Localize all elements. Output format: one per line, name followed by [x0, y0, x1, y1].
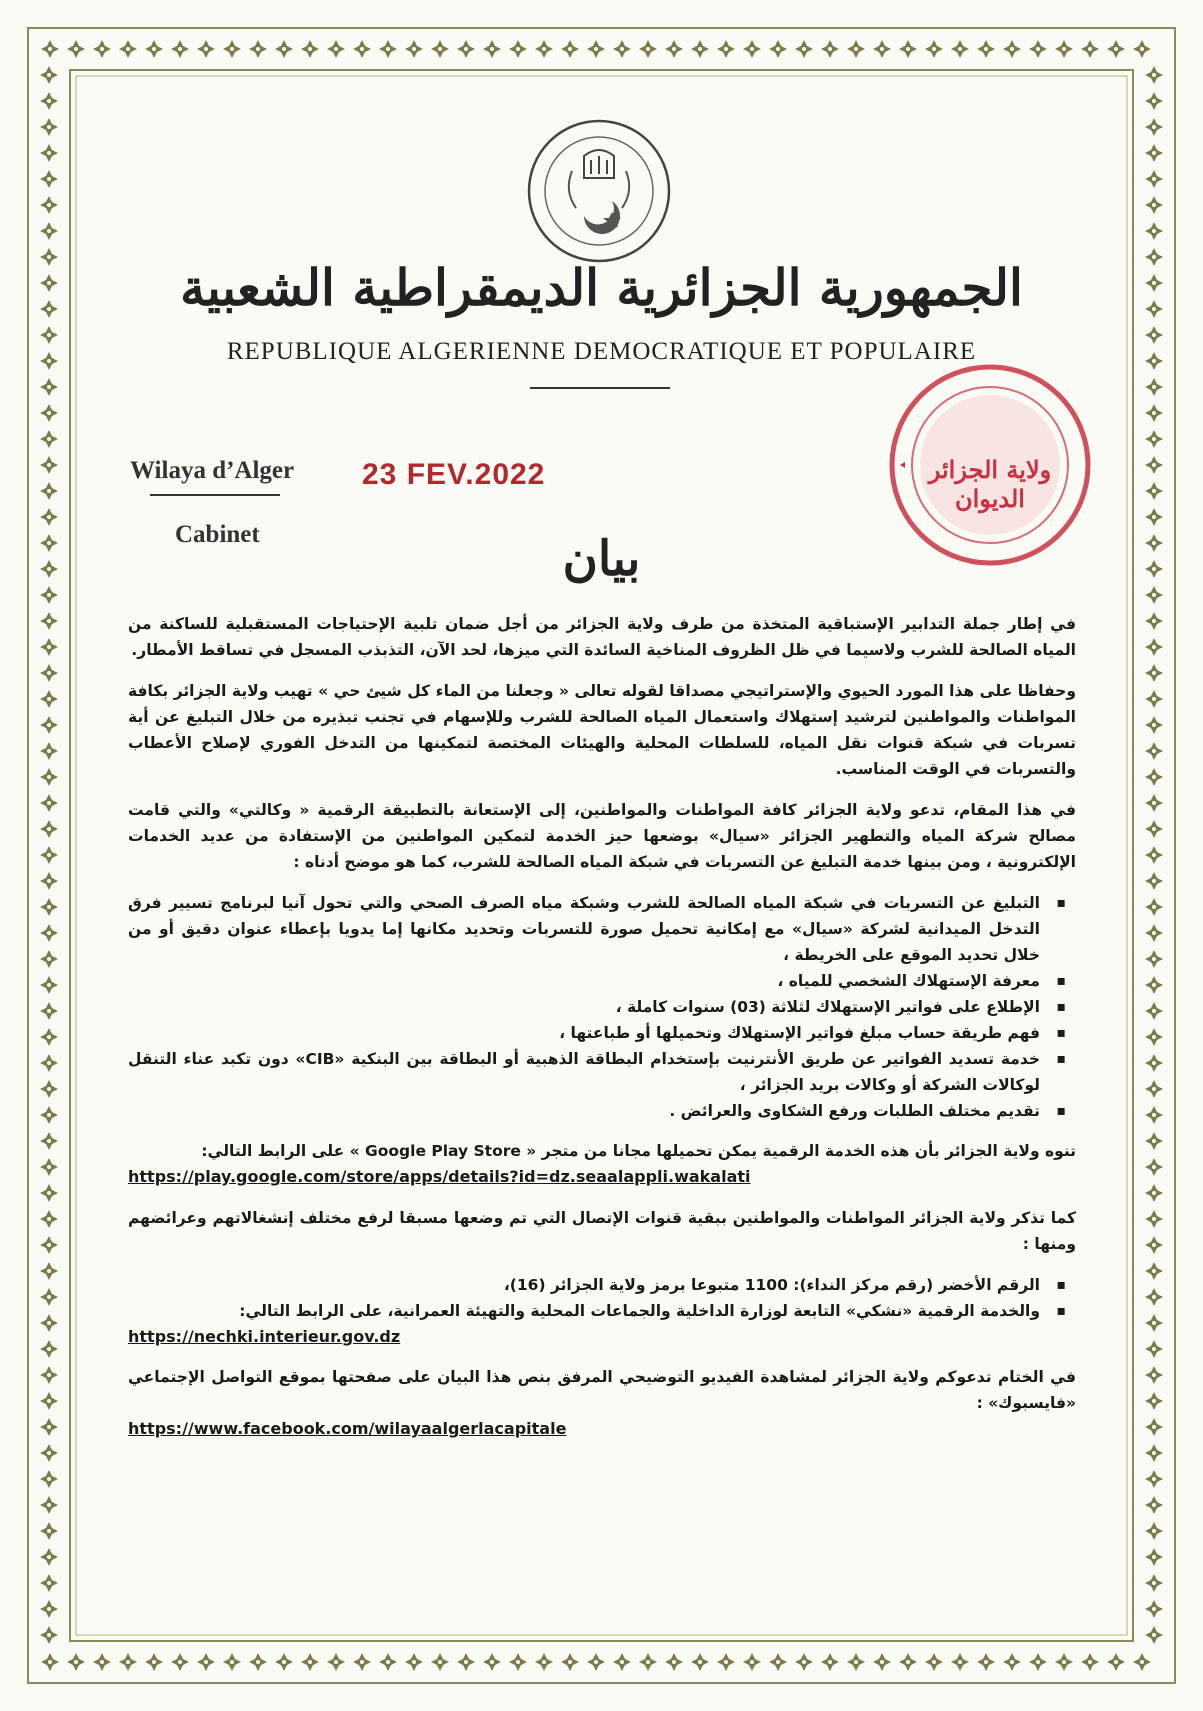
- frame-ornament: [1145, 1210, 1163, 1228]
- frame-ornament: [40, 1366, 58, 1384]
- frame-ornament: [1145, 1028, 1163, 1046]
- algeria-national-emblem-icon: [524, 116, 674, 266]
- frame-ornament: [40, 196, 58, 214]
- frame-ornament: [535, 1653, 553, 1671]
- frame-ornament: [40, 664, 58, 682]
- frame-ornament: [1145, 1444, 1163, 1462]
- closing-text: في الختام تدعوكم ولاية الجزائر لمشاهدة الفيديو التوضيحي المرفق بنص هذا البيان على صفحتها بموقع التواصل الإجتماعي «فايسبوك» :: [128, 1368, 1076, 1412]
- frame-ornament: [405, 40, 423, 58]
- frame-ornament: [40, 1054, 58, 1072]
- frame-ornament: [1145, 144, 1163, 162]
- frame-ornament: [40, 1392, 58, 1410]
- frame-ornament: [457, 40, 475, 58]
- frame-ornament: [457, 1653, 475, 1671]
- frame-ornament: [1145, 742, 1163, 760]
- frame-ornament: [40, 222, 58, 240]
- frame-ornament: [40, 742, 58, 760]
- frame-ornament: [925, 1653, 943, 1671]
- frame-ornament: [1145, 118, 1163, 136]
- frame-ornament: [925, 40, 943, 58]
- frame-ornament: [1145, 690, 1163, 708]
- frame-ornament: [40, 1236, 58, 1254]
- list-item: [128, 1298, 1040, 1350]
- frame-ornament: [223, 1653, 241, 1671]
- frame-ornament: [1145, 534, 1163, 552]
- frame-ornament: [1145, 1314, 1163, 1332]
- frame-ornament: [483, 40, 501, 58]
- frame-ornament: [40, 1470, 58, 1488]
- frame-ornament: [40, 924, 58, 942]
- frame-ornament: [40, 1548, 58, 1566]
- frame-ornament: [40, 794, 58, 812]
- frame-ornament: [717, 1653, 735, 1671]
- frame-ornament: [145, 1653, 163, 1671]
- frame-ornament: [145, 40, 163, 58]
- frame-ornament: [249, 1653, 267, 1671]
- frame-ornament: [1145, 1574, 1163, 1592]
- frame-ornament: [40, 1106, 58, 1124]
- frame-ornament: [40, 170, 58, 188]
- paragraph-download: [128, 1138, 1076, 1190]
- frame-ornament: [1145, 248, 1163, 266]
- document-date: 23 FEV.2022: [362, 458, 546, 491]
- frame-ornament: [40, 1626, 58, 1644]
- frame-ornament: [1145, 924, 1163, 942]
- frame-ornament: [40, 482, 58, 500]
- frame-ornament: [691, 1653, 709, 1671]
- frame-ornament: [1145, 1600, 1163, 1618]
- paragraph-water-conservation: وحفاظا على هذا المورد الحيوي والإستراتيجي مصداقا لقوله تعالى « وجعلنا من الماء كل شيئ حي » تهيب ولاية الجزائر بكافة المواطنات والمواطنين لترشيد إستهلاك واستعمال المياه الصالحة للشرب وللإسهام في تجنب تبذيره من خلال التبليغ عن أية تسربات في شبكة قنوات نقل المياه، للسلطات المحلية والهيئات المختصة لتمكينها من التدخل الفوري لإصلاح الأعطاب والتسربات في الوقت المناسب.: [128, 682, 1076, 778]
- frame-ornament: [847, 40, 865, 58]
- frame-ornament: [1145, 1080, 1163, 1098]
- frame-ornament: [197, 40, 215, 58]
- frame-ornament: [1145, 846, 1163, 864]
- frame-ornament: [40, 820, 58, 838]
- frame-ornament: [67, 1653, 85, 1671]
- frame-ornament: [1107, 40, 1125, 58]
- frame-ornament: [40, 1444, 58, 1462]
- wilaya-name: Wilaya d’Alger: [130, 457, 295, 484]
- wilaya-underline: [150, 494, 280, 496]
- frame-ornament: [40, 1080, 58, 1098]
- frame-ornament: [509, 1653, 527, 1671]
- frame-ornament: [1145, 1288, 1163, 1306]
- frame-ornament: [821, 1653, 839, 1671]
- frame-ornament: [41, 1653, 59, 1671]
- frame-ornament: [275, 40, 293, 58]
- statement-body: [128, 611, 1076, 1457]
- frame-ornament: [1145, 794, 1163, 812]
- frame-ornament: [40, 1262, 58, 1280]
- frame-ornament: [93, 40, 111, 58]
- frame-ornament: [639, 40, 657, 58]
- frame-ornament: [769, 40, 787, 58]
- frame-ornament: [1145, 586, 1163, 604]
- frame-ornament: [1145, 950, 1163, 968]
- nechki-text: والخدمة الرقمية «نشكي» التابعة لوزارة الداخلية والجماعات المحلية والتهيئة العمرانية، على الرابط التالي:: [239, 1302, 1040, 1320]
- frame-ornament: [1145, 1002, 1163, 1020]
- frame-ornament: [1145, 1184, 1163, 1202]
- title-divider: [530, 387, 670, 389]
- frame-ornament: [40, 118, 58, 136]
- frame-ornament: [951, 40, 969, 58]
- frame-ornament: [1145, 1262, 1163, 1280]
- frame-ornament: [1145, 1054, 1163, 1072]
- frame-ornament: [1145, 274, 1163, 292]
- frame-ornament: [40, 872, 58, 890]
- frame-ornament: [301, 40, 319, 58]
- frame-ornament: [40, 300, 58, 318]
- frame-ornament: [40, 1522, 58, 1540]
- frame-ornament: [717, 40, 735, 58]
- frame-ornament: [353, 40, 371, 58]
- cabinet-label: Cabinet: [175, 521, 260, 548]
- frame-ornament: [1003, 40, 1021, 58]
- frame-ornament: [40, 638, 58, 656]
- frame-ornament: [1145, 638, 1163, 656]
- play-store-link[interactable]: https://play.google.com/store/apps/details?id=dz.seaalappli.wakalati: [128, 1167, 751, 1186]
- frame-ornament: [40, 1288, 58, 1306]
- frame-ornament: [769, 1653, 787, 1671]
- app-services-list: [128, 890, 1076, 1124]
- frame-ornament: [873, 1653, 891, 1671]
- frame-ornament: [40, 768, 58, 786]
- frame-ornament: [1145, 1236, 1163, 1254]
- frame-ornament: [40, 1574, 58, 1592]
- frame-ornament: [1145, 1106, 1163, 1124]
- frame-ornament: [1145, 1158, 1163, 1176]
- frame-ornament: [1145, 612, 1163, 630]
- frame-ornament: [249, 40, 267, 58]
- frame-ornament: [379, 40, 397, 58]
- frame-ornament: [1133, 40, 1151, 58]
- frame-ornament: [275, 1653, 293, 1671]
- frame-ornament: [1029, 40, 1047, 58]
- statement-heading: بيان: [562, 531, 641, 587]
- frame-ornament: [40, 1132, 58, 1150]
- frame-ornament: [1145, 1548, 1163, 1566]
- frame-ornament: [1145, 872, 1163, 890]
- frame-ornament: [40, 1184, 58, 1202]
- frame-ornament: [40, 144, 58, 162]
- frame-ornament: [899, 1653, 917, 1671]
- frame-ornament: [1145, 1496, 1163, 1514]
- frame-ornament: [40, 1158, 58, 1176]
- paragraph-closing: [128, 1364, 1076, 1442]
- frame-ornament: [1081, 1653, 1099, 1671]
- frame-ornament: [40, 1028, 58, 1046]
- frame-ornament: [40, 1314, 58, 1332]
- frame-ornament: [119, 1653, 137, 1671]
- frame-ornament: [821, 40, 839, 58]
- frame-ornament: [1145, 430, 1163, 448]
- frame-ornament: [1003, 1653, 1021, 1671]
- stamp-text: ولاية الجزائر الديوان: [928, 455, 1052, 513]
- frame-ornament: [1133, 1653, 1151, 1671]
- frame-ornament: [405, 1653, 423, 1671]
- frame-ornament: [40, 586, 58, 604]
- frame-ornament: [223, 40, 241, 58]
- frame-ornament: [40, 716, 58, 734]
- frame-ornament: [40, 1496, 58, 1514]
- frame-ornament: [40, 508, 58, 526]
- frame-ornament: [1145, 976, 1163, 994]
- frame-ornament: [1145, 664, 1163, 682]
- contact-channels-list: [128, 1272, 1076, 1350]
- frame-ornament: [847, 1653, 865, 1671]
- frame-ornament: [1145, 300, 1163, 318]
- frame-ornament: [327, 1653, 345, 1671]
- frame-ornament: [1145, 768, 1163, 786]
- frame-ornament: [795, 1653, 813, 1671]
- frame-ornament: [1055, 1653, 1073, 1671]
- list-item: ▪ معرفة الإستهلاك الشخصي للمياه ،: [128, 968, 1040, 994]
- frame-ornament: [1145, 1626, 1163, 1644]
- frame-ornament: [40, 612, 58, 630]
- frame-ornament: [40, 456, 58, 474]
- list-item: ▪ التبليغ عن التسربات في شبكة المياه الصالحة للشرب وشبكة مياه الصرف الصحي والتي تحول آنيا لبرنامج تسيير فرق التدخل الميدانية لشركة «سيال» مع إمكانية تحميل صورة للتسربات وتحديد مكانها إما يدويا بإعطاء عنوان دقيق أو من خلال تحديد الموقع على الخريطة ،: [128, 890, 1040, 968]
- frame-ornament: [40, 950, 58, 968]
- frame-ornament: [1145, 196, 1163, 214]
- frame-ornament: [1145, 222, 1163, 240]
- list-item: ▪ فهم طريقة حساب مبلغ فواتير الإستهلاك وتحميلها أو طباعتها ،: [128, 1020, 1040, 1046]
- nechki-link[interactable]: https://nechki.interieur.gov.dz: [128, 1327, 401, 1346]
- frame-ornament: [1145, 378, 1163, 396]
- frame-ornament: [1107, 1653, 1125, 1671]
- frame-ornament: [171, 1653, 189, 1671]
- frame-ornament: [1145, 1418, 1163, 1436]
- frame-ornament: [1145, 716, 1163, 734]
- frame-ornament: [587, 40, 605, 58]
- frame-ornament: [40, 898, 58, 916]
- frame-ornament: [40, 430, 58, 448]
- frame-ornament: [977, 40, 995, 58]
- frame-ornament: [40, 1340, 58, 1358]
- frame-ornament: [1145, 1470, 1163, 1488]
- frame-ornament: [301, 1653, 319, 1671]
- frame-ornament: [639, 1653, 657, 1671]
- frame-ornament: [977, 1653, 995, 1671]
- facebook-link[interactable]: https://www.facebook.com/wilayaalgerlacapitale: [128, 1419, 567, 1438]
- frame-ornament: [40, 1210, 58, 1228]
- list-item: ▪ تقديم مختلف الطلبات ورفع الشكاوى والعرائض .: [128, 1098, 1040, 1124]
- frame-ornament: [1145, 66, 1163, 84]
- frame-ornament: [41, 40, 59, 58]
- frame-ornament: [1145, 352, 1163, 370]
- frame-ornament: [40, 560, 58, 578]
- frame-ornament: [40, 1600, 58, 1618]
- list-item: ▪ الإطلاع على فواتير الإستهلاك لثلاثة (03) سنوات كاملة ،: [128, 994, 1040, 1020]
- frame-ornament: [613, 40, 631, 58]
- frame-ornament: [1145, 1392, 1163, 1410]
- frame-ornament: [613, 1653, 631, 1671]
- arabic-country-title: الجمهورية الجزائرية الديمقراطية الشعبية: [180, 258, 1023, 317]
- frame-ornament: [691, 40, 709, 58]
- frame-ornament: [93, 1653, 111, 1671]
- frame-ornament: [951, 1653, 969, 1671]
- frame-ornament: [40, 352, 58, 370]
- frame-ornament: [483, 1653, 501, 1671]
- frame-ornament: [197, 1653, 215, 1671]
- paragraph-other-channels: كما تذكر ولاية الجزائر المواطنات والمواطنين ببقية قنوات الإتصال التي تم وضعها مسبقا لرفع مختلف إنشغالاتهم وعرائضهم ومنها :: [128, 1209, 1076, 1253]
- frame-ornament: [873, 40, 891, 58]
- frame-ornament: [379, 1653, 397, 1671]
- frame-ornament: [1145, 898, 1163, 916]
- frame-ornament: [1145, 820, 1163, 838]
- list-item: ▪ خدمة تسديد الفواتير عن طريق الأنترنيت بإستخدام البطاقة الذهبية أو البطاقة بين البنكية «CIB» دون تكبد عناء التنقل لوكالات الشركة أو وكالات بريد الجزائر ،: [128, 1046, 1040, 1098]
- list-item: ▪ الرقم الأخضر (رقم مركز النداء): 1100 متبوعا برمز ولاية الجزائر (16)،: [128, 1272, 1040, 1298]
- frame-ornament: [1145, 1340, 1163, 1358]
- frame-ornament: [1145, 508, 1163, 526]
- frame-ornament: [40, 1418, 58, 1436]
- frame-ornament: [1145, 92, 1163, 110]
- frame-ornament: [743, 40, 761, 58]
- frame-ornament: [561, 1653, 579, 1671]
- frame-ornament: [40, 976, 58, 994]
- frame-ornament: [40, 534, 58, 552]
- frame-ornament: [1055, 40, 1073, 58]
- frame-ornament: [743, 1653, 761, 1671]
- frame-ornament: [431, 40, 449, 58]
- frame-ornament: [353, 1653, 371, 1671]
- frame-ornament: [119, 40, 137, 58]
- frame-ornament: [327, 40, 345, 58]
- frame-ornament: [899, 40, 917, 58]
- frame-ornament: [40, 378, 58, 396]
- frame-ornament: [535, 40, 553, 58]
- frame-ornament: [40, 690, 58, 708]
- frame-ornament: [665, 40, 683, 58]
- frame-ornament: [40, 846, 58, 864]
- frame-ornament: [40, 404, 58, 422]
- frame-ornament: [171, 40, 189, 58]
- frame-ornament: [1145, 1522, 1163, 1540]
- frame-ornament: [1081, 40, 1099, 58]
- paragraph-app-invitation: في هذا المقام، تدعو ولاية الجزائر كافة المواطنات والمواطنين، إلى الإستعانة بالتطبيقة الرقمية « وكالتي» والتي قامت مصالح شركة المياه والتطهير الجزائر «سيال» بوضعها حيز الخدمة لتمكين المواطنين من الإستفادة من عديد الخدمات الإلكترونية ، ومن بينها خدمة التبليغ عن التسربات في شبكة المياه الصالحة للشرب، كما هو موضح أدناه :: [128, 801, 1076, 871]
- frame-ornament: [431, 1653, 449, 1671]
- frame-ornament: [40, 1002, 58, 1020]
- frame-ornament: [1029, 1653, 1047, 1671]
- frame-ornament: [1145, 1366, 1163, 1384]
- frame-ornament: [1145, 560, 1163, 578]
- frame-ornament: [1145, 482, 1163, 500]
- frame-ornament: [40, 248, 58, 266]
- frame-ornament: [1145, 1132, 1163, 1150]
- frame-ornament: [1145, 404, 1163, 422]
- frame-ornament: [665, 1653, 683, 1671]
- frame-ornament: [40, 326, 58, 344]
- frame-ornament: [40, 274, 58, 292]
- paragraph-intro: في إطار جملة التدابير الإستباقية المتخذة من طرف ولاية الجزائر من أجل ضمان تلبية الإحتياجات المستقبلية للساكنة من المياه الصالحة للشرب ولاسيما في ظل الظروف المناخية السائدة التي ميزها، لحد الآن، التذبذب المسجل في تساقط الأمطار.: [128, 615, 1076, 659]
- frame-ornament: [587, 1653, 605, 1671]
- download-text: تنوه ولاية الجزائر بأن هذه الخدمة الرقمية يمكن تحميلها مجانا من متجر « Google Play Store » على الرابط التالي:: [201, 1142, 1076, 1160]
- frame-ornament: [1145, 170, 1163, 188]
- frame-ornament: [1145, 326, 1163, 344]
- frame-ornament: [795, 40, 813, 58]
- frame-ornament: [40, 66, 58, 84]
- frame-ornament: [1145, 456, 1163, 474]
- frame-ornament: [509, 40, 527, 58]
- french-country-title: REPUBLIQUE ALGERIENNE DEMOCRATIQUE ET POPULAIRE: [226, 338, 977, 365]
- frame-ornament: [561, 40, 579, 58]
- frame-ornament: [67, 40, 85, 58]
- frame-ornament: [40, 92, 58, 110]
